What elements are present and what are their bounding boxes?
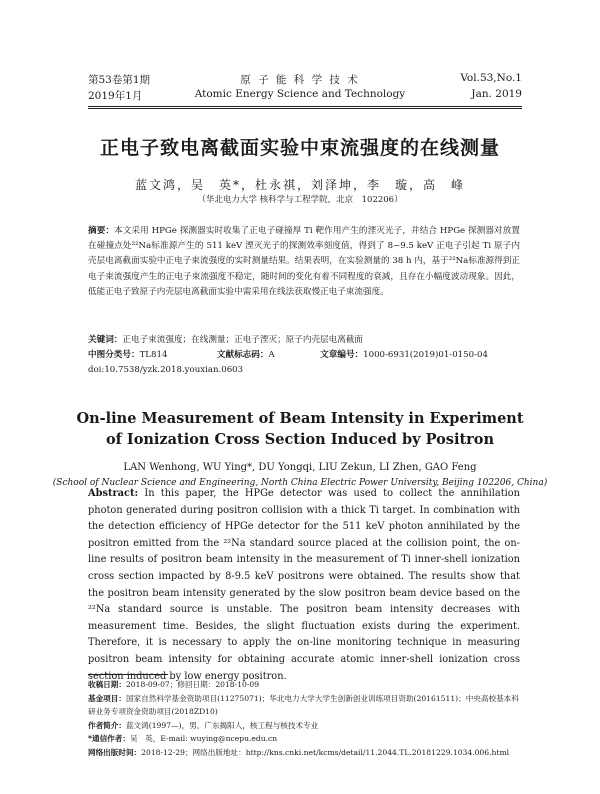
footnote-received: 收稿日期：2018-09-07；修回日期：2018-10-09 bbox=[88, 680, 260, 689]
authors-cn: 蓝文鸿，吴 英*，杜永祺，刘泽坤，李 璇，高 峰 bbox=[134, 178, 465, 192]
doc-code-value: A bbox=[268, 350, 275, 360]
header-rule-bottom bbox=[88, 108, 522, 109]
volume-issue-cn: 第53卷第1期 bbox=[88, 74, 151, 86]
date-en: Jan. 2019 bbox=[471, 88, 522, 100]
classification-line bbox=[88, 349, 520, 362]
title-cn: 正电子致电离截面实验中束流强度的在线测量 bbox=[99, 137, 500, 159]
footnote-online: 网络出版时间：2018-12-29；网络出版地址：http://kns.cnki.net/kcms/detail/11.2044.TL.20181229.1034.006.html bbox=[88, 747, 510, 757]
footnote-author-bio: 作者简介：蓝文鸿(1997—)，男，广东揭阳人，核工程与核技术专业 bbox=[88, 720, 319, 730]
doi: doi:10.7538/yzk.2018.youxian.0603 bbox=[88, 365, 244, 375]
journal-name-cn: 原 子 能 科 学 技 术 bbox=[240, 74, 360, 86]
article-no-label: 文章编号： bbox=[320, 350, 364, 360]
abstract-cn-text: 本文采用 HPGe 探测器实时收集了正电子碰撞厚 Ti 靶作用产生的湮灭光子，并结合 HPGe 探测器对放置在碰撞点处²²Na标准源产生的 511 keV 湮灭光子的探测效率刻度值，得到了 8~9.5 keV 正电子引起 Ti 原子内壳层电离截面实验中正电子束流强度的实时测量结果。结果表明，在实验测量的 38 h 内，基于²²Na标准源得到正电子束流强度产生的正电子束流强度不稳定，随时间的变化有着不同程度的衰减，且存在小幅度波动现象。因此，低能正电子致原子内壳层电离截面实验中需采用在线法获取慢正电子束流强度。 bbox=[88, 226, 520, 297]
abstract-cn-label: 摘要： bbox=[88, 226, 115, 236]
authors-en: LAN Wenhong, WU Ying*, DU Yongqi, LIU Zekun, LI Zhen, GAO Feng bbox=[123, 462, 477, 473]
clc-value: TL814 bbox=[139, 350, 168, 360]
footnotes bbox=[88, 678, 522, 759]
article-no-value: 1000-6931(2019)01-0150-04 bbox=[363, 350, 488, 360]
keywords-cn bbox=[88, 334, 520, 347]
journal-name-en: Atomic Energy Science and Technology bbox=[194, 88, 406, 100]
date-cn: 2019年1月 bbox=[88, 90, 143, 102]
volume-issue-en: Vol.53,No.1 bbox=[460, 72, 522, 84]
footnote-corresponding: *通信作者：吴 英，E-mail: wuying@ncepu.edu.cn bbox=[88, 734, 278, 743]
abstract-en-text: In this paper, the HPGe detector was used to collect the annihilation photon generated during positron collision with a thick Ti target. In combination with the detection efficiency of HPGe detector for the 511 keV photon annihilated by the positron emitted from the ²²Na standard source placed at the collision point, the on-line results of positron beam intensity in the measurement of Ti inner-shell ionization cross section impacted by 8-9.5 keV positrons were obtained. The results show that the positron beam intensity generated by the slow positron beam device based on the ²²Na standard source is unstable. The positron beam intensity decreases with measurement time. Besides, the slight fluctuation exists during the experiment. Therefore, it is necessary to apply the on-line monitoring technique in measuring positron beam intensity for obtaining accurate atomic inner-shell ionization cross section induced by low energy positron. bbox=[88, 488, 520, 682]
title-en-line-2: of Ionization Cross Section Induced by Positron bbox=[105, 431, 495, 448]
footnote-funding: 基金项目：国家自然科学基金资助项目(11275071)；华北电力大学大学生创新创业训练项目资助(20161511)；中央高校基本科研业务专项资金资助项目(2018ZD10) bbox=[88, 693, 519, 716]
affiliation-en: (School of Nuclear Science and Engineering, North China Electric Power University, Beijing 102206, China) bbox=[52, 478, 548, 488]
clc-label: 中图分类号： bbox=[88, 350, 140, 360]
keywords-cn-text: 正电子束流强度；在线测量；正电子湮灭；原子内壳层电离截面 bbox=[122, 335, 364, 345]
header-rule-top bbox=[88, 106, 522, 107]
title-en bbox=[0, 408, 600, 450]
keywords-cn-label: 关键词： bbox=[88, 335, 123, 345]
footnote-rule bbox=[88, 674, 168, 675]
doc-code-label: 文献标志码： bbox=[216, 350, 269, 360]
title-en-line-1: On-line Measurement of Beam Intensity in Experiment bbox=[76, 410, 524, 427]
abstract-en bbox=[88, 486, 520, 685]
affiliation-cn: （华北电力大学 核科学与工程学院，北京 102206） bbox=[197, 195, 403, 205]
abstract-cn bbox=[88, 224, 520, 300]
abstract-en-label: Abstract: bbox=[88, 488, 139, 499]
